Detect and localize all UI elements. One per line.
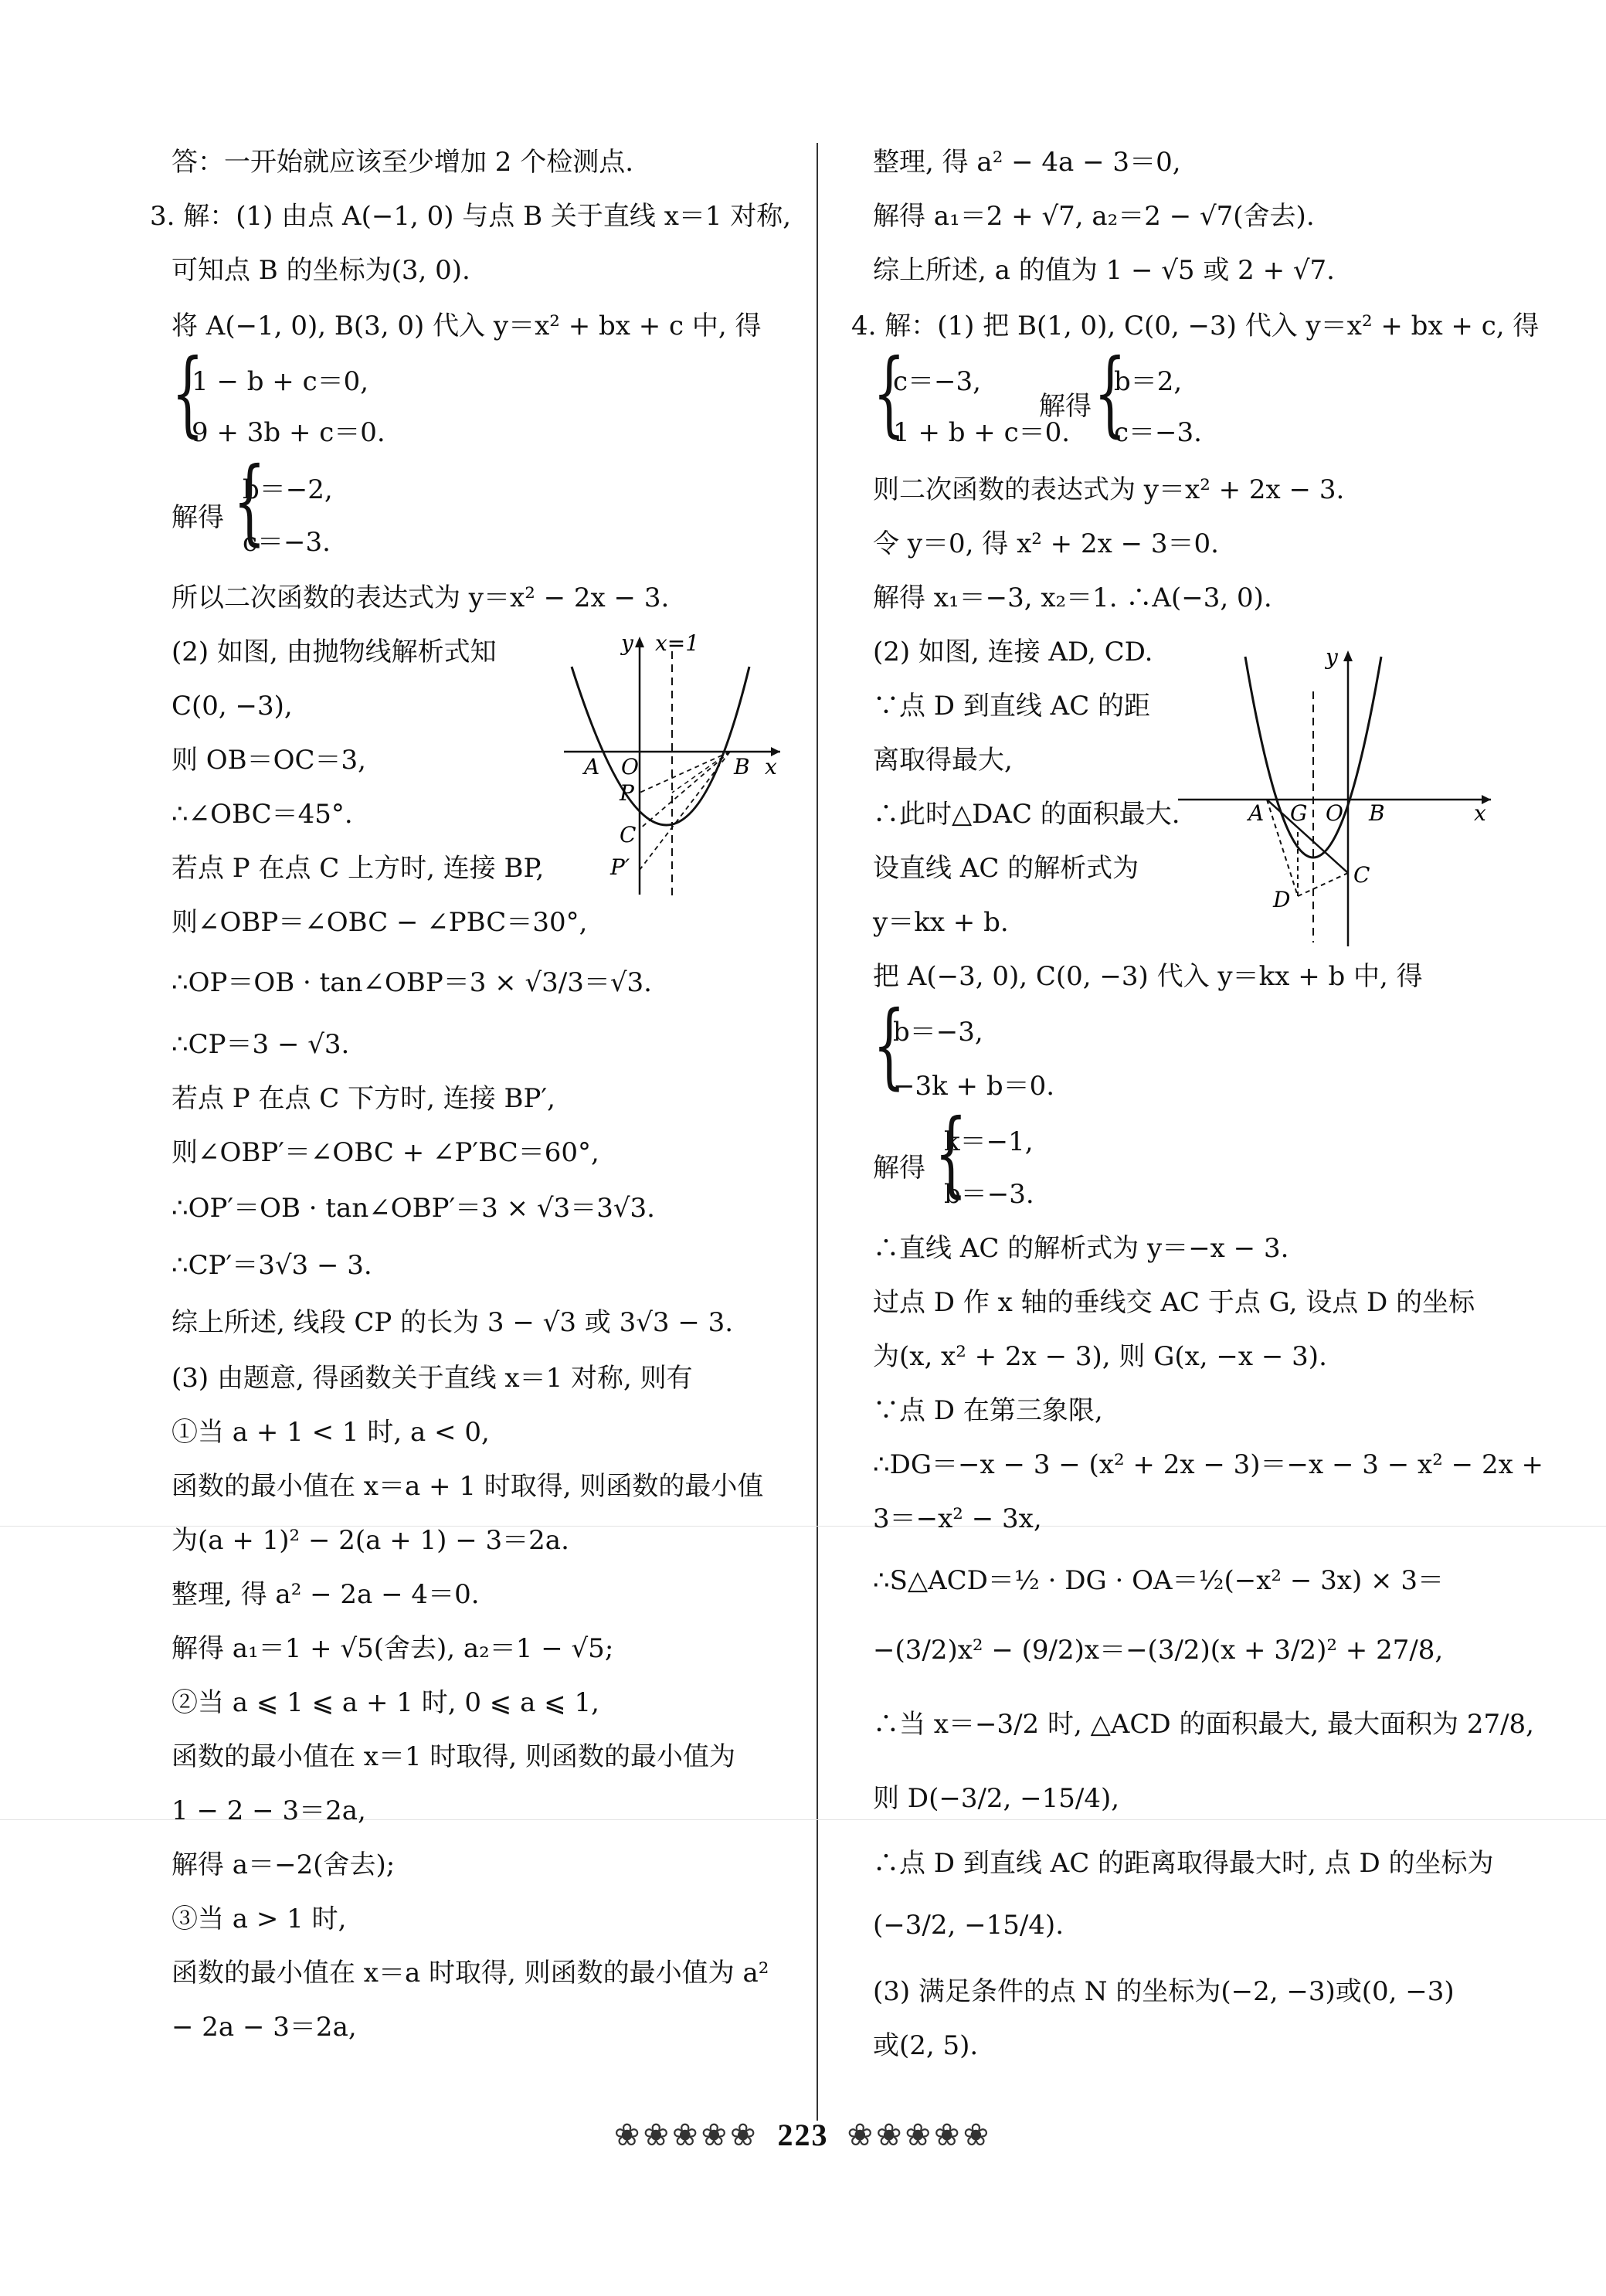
label-O: O (621, 754, 639, 779)
text-line: 解得 a＝−2(舍去); (171, 1849, 396, 1880)
label-y: y (1326, 644, 1338, 670)
label-x: x (765, 754, 777, 779)
equation: k＝−1, (944, 1126, 1034, 1157)
text-line: ∴OP＝OB · tan∠OBP＝3 × √3/3＝√3. (171, 967, 652, 998)
text-line: 1 − 2 − 3＝2a, (171, 1795, 366, 1826)
text-line: ②当 a ⩽ 1 ⩽ a + 1 时, 0 ⩽ a ⩽ 1, (171, 1687, 599, 1718)
label-y: y (621, 630, 633, 656)
text-line: 解得 x₁＝−3, x₂＝1. ∴A(−3, 0). (873, 582, 1272, 613)
text-line: 把 A(−3, 0), C(0, −3) 代入 y＝kx + b 中, 得 (873, 961, 1423, 992)
text-line: 则∠OBP＝∠OBC − ∠PBC＝30°, (171, 907, 588, 938)
text-line: 整理, 得 a² − 4a − 3＝0, (873, 147, 1181, 178)
equation: 1 + b + c＝0. (893, 417, 1071, 448)
label-B: B (1369, 800, 1385, 826)
label-x: x (1474, 800, 1486, 826)
text-line: 解得 a₁＝1 + √5(舍去), a₂＝1 − √5; (171, 1633, 614, 1664)
text-line: ∵点 D 在第三象限, (873, 1395, 1103, 1426)
brace: { (171, 340, 204, 447)
label-B: B (734, 754, 750, 779)
text-line: 综上所述, 线段 CP 的长为 3 − √3 或 3√3 − 3. (171, 1307, 734, 1338)
text-line: 设直线 AC 的解析式为 (873, 853, 1139, 884)
equation: 9 + 3b + c＝0. (192, 417, 385, 448)
text-line: 则二次函数的表达式为 y＝x² + 2x − 3. (873, 474, 1345, 505)
text-line: 函数的最小值在 x＝a + 1 时取得, 则函数的最小值 (171, 1471, 764, 1502)
text-line: (2) 如图, 由抛物线解析式知 (171, 637, 497, 667)
label-G: G (1290, 800, 1308, 826)
text-line: ③当 a > 1 时, (171, 1904, 347, 1934)
text-line: 若点 P 在点 C 上方时, 连接 BP, (171, 853, 545, 884)
text-line: ∴当 x＝−3/2 时, △ACD 的面积最大, 最大面积为 27/8, (873, 1709, 1534, 1740)
text-line: 离取得最大, (873, 745, 1013, 776)
text-line: ∴∠OBC＝45°. (171, 799, 353, 830)
text-line: 3＝−x² − 3x, (873, 1503, 1042, 1534)
text-line: 解得 (171, 502, 224, 533)
brace: { (1094, 340, 1126, 447)
text-line: 或(2, 5). (873, 2030, 979, 2061)
text-line: − 2a − 3＝2a, (171, 2012, 357, 2043)
text-line: 为(x, x² + 2x − 3), 则 G(x, −x − 3). (873, 1341, 1327, 1372)
footer-decoration: ❀❀❀❀❀ (847, 2118, 993, 2153)
text-line: ∴S△ACD＝½ · DG · OA＝½(−x² − 3x) × 3＝ (873, 1565, 1444, 1596)
brace: { (935, 1100, 967, 1207)
text-line: y＝kx + b. (873, 907, 1009, 938)
text-line: 答：一开始就应该至少增加 2 个检测点. (171, 147, 634, 178)
text-line: 则∠OBP′＝∠OBC + ∠P′BC＝60°, (171, 1137, 599, 1168)
equation: −3k + b＝0. (893, 1071, 1055, 1102)
label-axis: x=1 (655, 630, 700, 656)
label-P: P (620, 780, 634, 806)
label-O: O (1326, 800, 1343, 826)
footer-decoration: ❀❀❀❀❀ (613, 2118, 759, 2153)
equation: 1 − b + c＝0, (192, 366, 369, 397)
text-line: 将 A(−1, 0), B(3, 0) 代入 y＝x² + bx + c 中, 得 (171, 311, 762, 341)
page-footer (0, 2117, 1606, 2153)
text-line: ∴直线 AC 的解析式为 y＝−x − 3. (873, 1233, 1289, 1264)
equation: b＝−3, (893, 1017, 983, 1048)
equation: b＝2, (1114, 366, 1183, 397)
text-line: 则 OB＝OC＝3, (171, 745, 366, 776)
text-line: −(3/2)x² − (9/2)x＝−(3/2)(x + 3/2)² + 27/8, (873, 1635, 1444, 1666)
text-line: 令 y＝0, 得 x² + 2x − 3＝0. (873, 528, 1219, 559)
text-line: 若点 P 在点 C 下方时, 连接 BP′, (171, 1083, 555, 1114)
text-line: ∴点 D 到直线 AC 的距离取得最大时, 点 D 的坐标为 (873, 1848, 1494, 1879)
equation: c＝−3. (1114, 417, 1202, 448)
label-A: A (584, 754, 600, 779)
text-line: ∴CP＝3 − √3. (171, 1029, 350, 1060)
text-line: (3) 满足条件的点 N 的坐标为(−2, −3)或(0, −3) (873, 1976, 1455, 2007)
text-line: 解得 a₁＝2 + √7, a₂＝2 − √7(舍去). (873, 201, 1315, 232)
text-line: 3. 解：(1) 由点 A(−1, 0) 与点 B 关于直线 x＝1 对称, (150, 201, 792, 232)
equation: c＝−3, (893, 366, 981, 397)
text-line: 综上所述, a 的值为 1 − √5 或 2 + √7. (873, 255, 1335, 286)
text-line: 所以二次函数的表达式为 y＝x² − 2x − 3. (171, 582, 670, 613)
text-line: ∴CP′＝3√3 − 3. (171, 1250, 372, 1281)
brace: { (873, 992, 905, 1099)
column-divider (817, 143, 818, 2121)
text-line: 函数的最小值在 x＝a 时取得, 则函数的最小值为 a² (171, 1958, 769, 1989)
text-line: 4. 解：(1) 把 B(1, 0), C(0, −3) 代入 y＝x² + bx + c, 得 (851, 311, 1540, 341)
text-line: ∴DG＝−x − 3 − (x² + 2x − 3)＝−x − 3 − x² − 2x + (873, 1449, 1544, 1480)
text-line: 解得 (873, 1153, 925, 1184)
text-line: ①当 a + 1 < 1 时, a < 0, (171, 1417, 490, 1448)
label-C: C (1353, 862, 1370, 888)
text-line: 过点 D 作 x 轴的垂线交 AC 于点 G, 设点 D 的坐标 (873, 1287, 1475, 1318)
label-A: A (1248, 800, 1265, 826)
text-line: 为(a + 1)² − 2(a + 1) − 3＝2a. (171, 1525, 569, 1556)
brace: { (233, 448, 266, 555)
equation: b＝−2, (243, 474, 333, 505)
text-line: (3) 由题意, 得函数关于直线 x＝1 对称, 则有 (171, 1363, 693, 1394)
page-number: 223 (777, 2118, 829, 2152)
label-D: D (1273, 887, 1291, 912)
parabola-figure-2 (1174, 641, 1499, 950)
text-line: C(0, −3), (171, 691, 293, 722)
label-C: C (620, 822, 637, 847)
text-line: 函数的最小值在 x＝1 时取得, 则函数的最小值为 (171, 1741, 736, 1772)
text-line: (−3/2, −15/4). (873, 1910, 1064, 1941)
text-line: 可知点 B 的坐标为(3, 0). (171, 255, 470, 286)
brace: { (873, 340, 905, 447)
text-line: 解得 (1039, 391, 1092, 422)
text-line: ∴OP′＝OB · tan∠OBP′＝3 × √3＝3√3. (171, 1193, 655, 1224)
text-line: ∴此时△DAC 的面积最大. (873, 799, 1180, 830)
text-line: (2) 如图, 连接 AD, CD. (873, 637, 1153, 667)
label-P-prime: P′ (610, 854, 630, 880)
equation: b＝−3. (944, 1179, 1034, 1210)
text-line: 整理, 得 a² − 2a − 4＝0. (171, 1579, 480, 1610)
parabola-figure-1 (556, 624, 788, 910)
equation: c＝−3. (243, 527, 331, 558)
text-line: ∵点 D 到直线 AC 的距 (873, 691, 1151, 722)
text-line: 则 D(−3/2, −15/4), (873, 1783, 1120, 1814)
